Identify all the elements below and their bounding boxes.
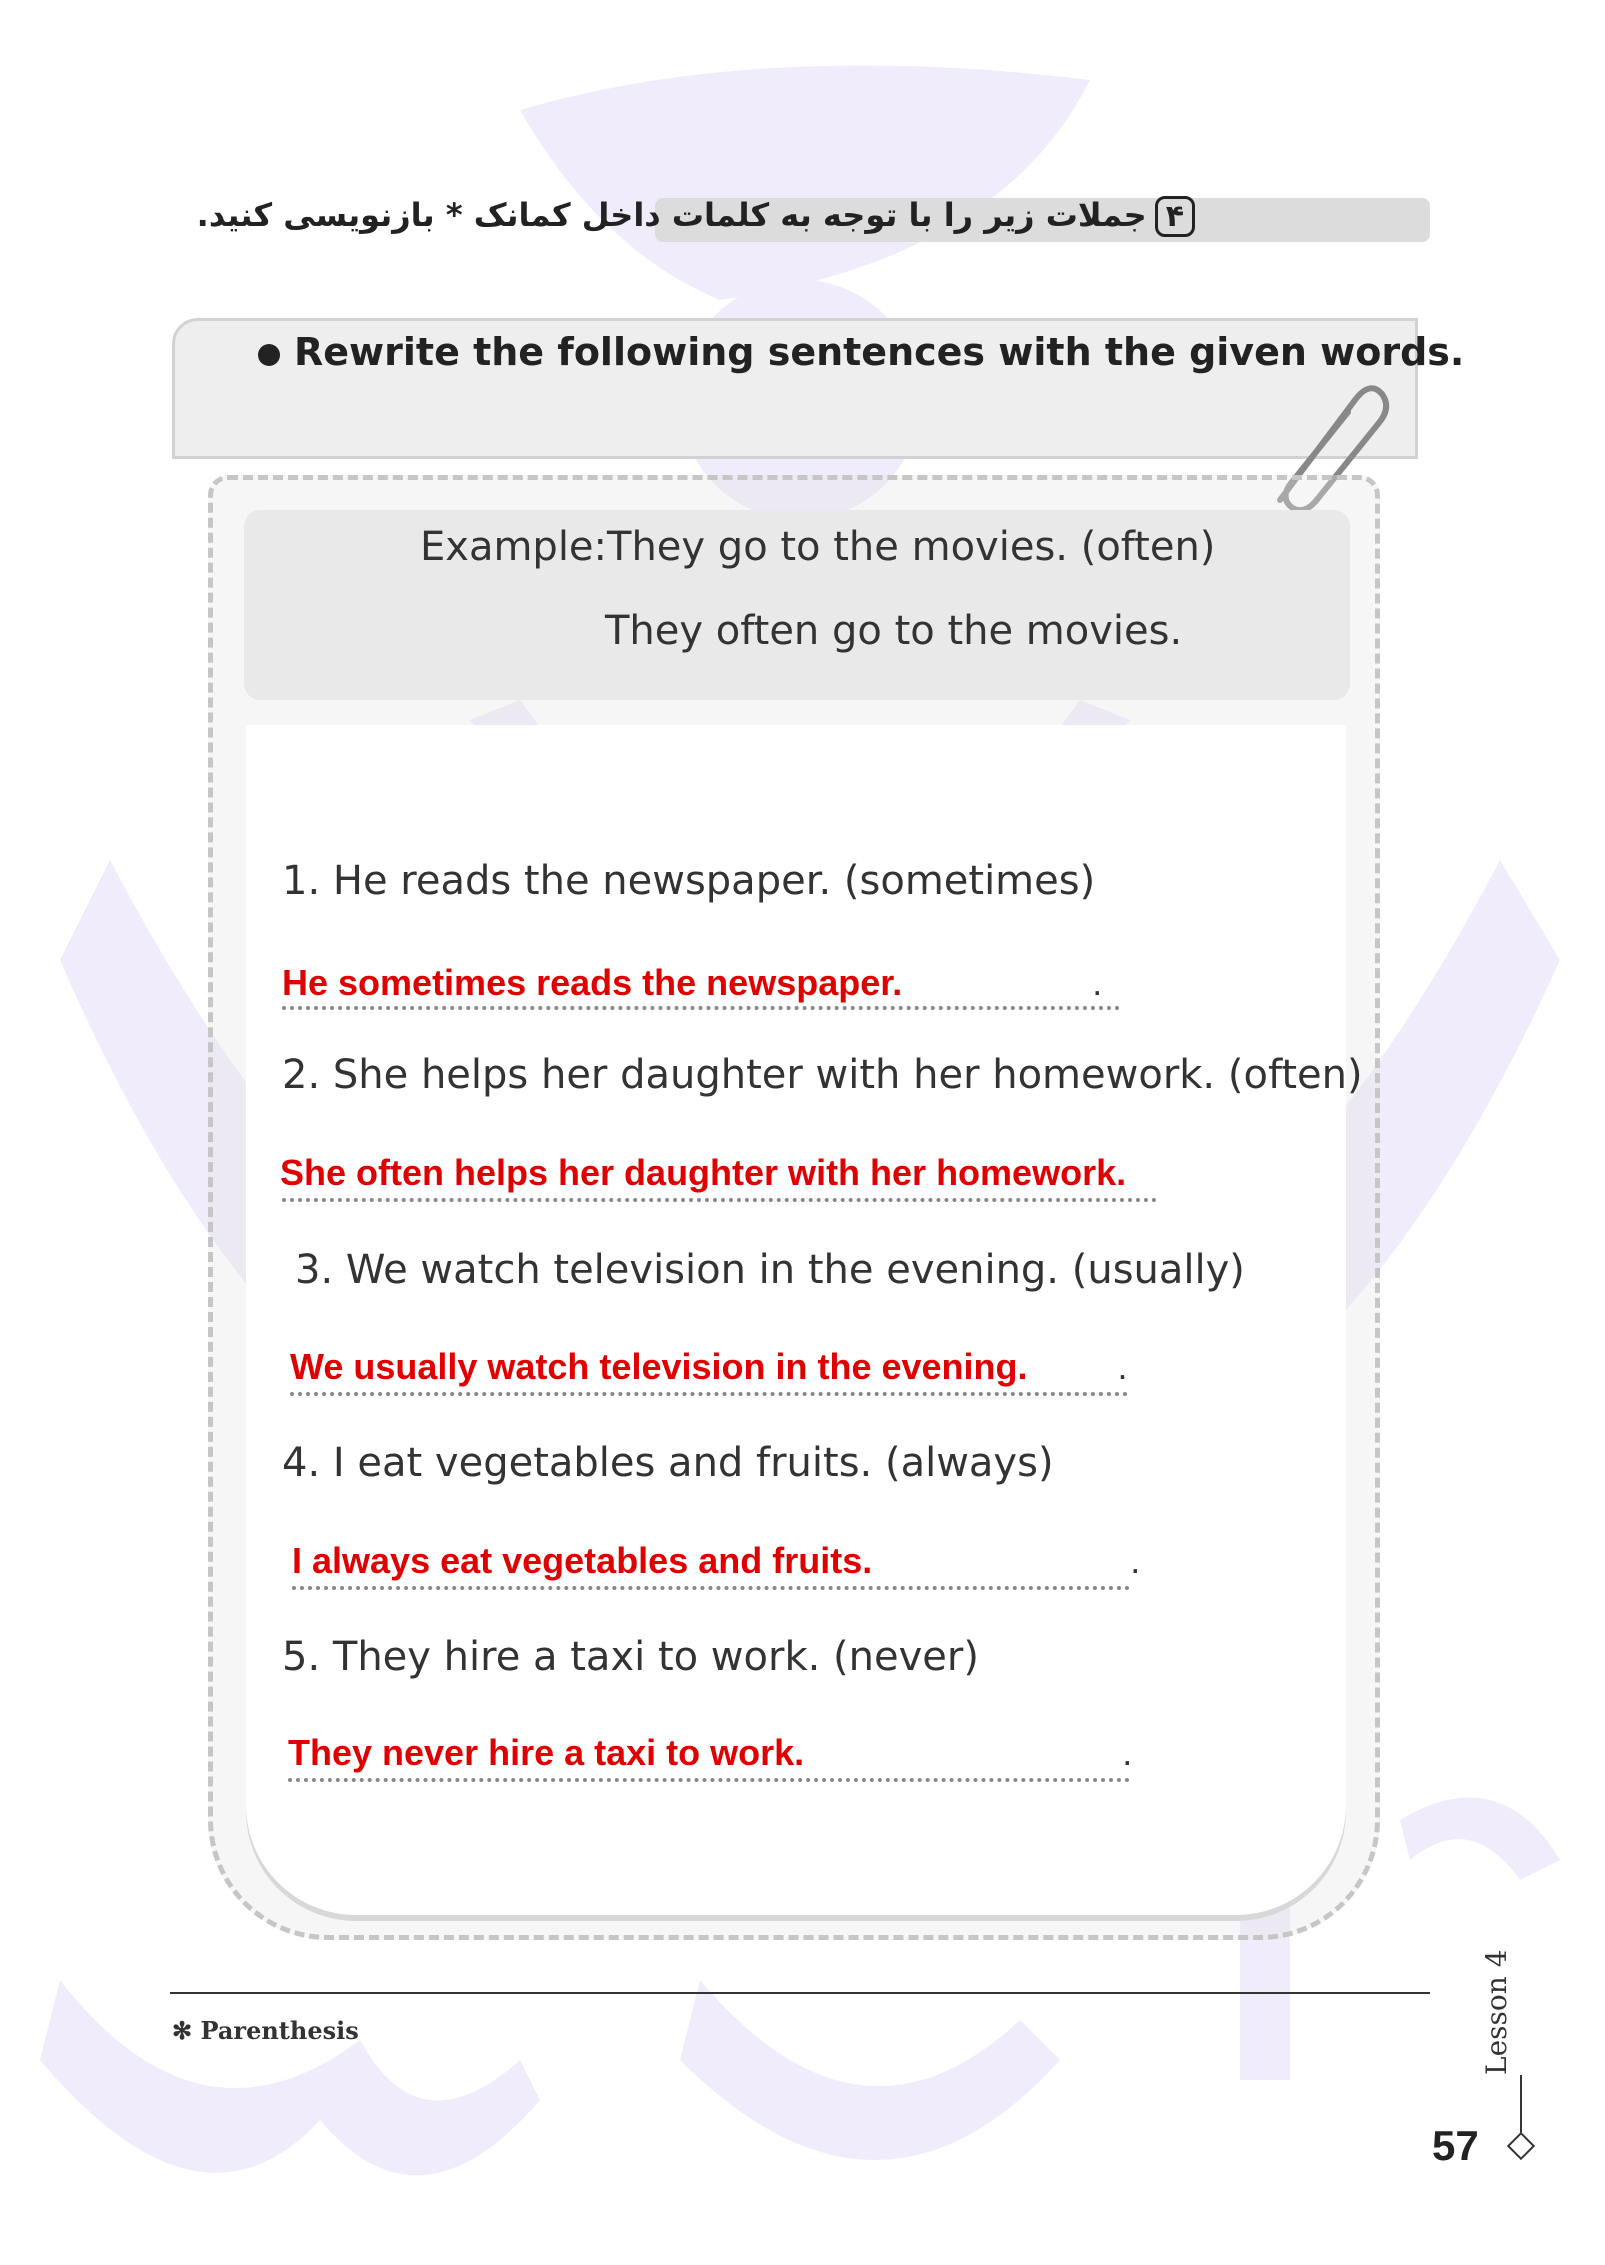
asterisk-icon: ✻ [172,2016,201,2045]
example-answer: They often go to the movies. [605,608,1183,654]
question-2: 2. She helps her daughter with her homework. (often) [282,1052,1363,1098]
page-number: 57 [1432,2122,1479,2169]
answer-line-2 [282,1194,1157,1202]
instruction-text: Rewrite the following sentences with the given words. [294,330,1465,374]
heading-fa-number: ۴ [1155,196,1195,237]
question-1: 1. He reads the newspaper. (sometimes) [282,858,1096,904]
question-3: 3. We watch television in the evening. (usually) [295,1247,1245,1293]
example-label: Example: [420,524,608,570]
question-5: 5. They hire a taxi to work. (never) [282,1634,979,1680]
example-sentence: They go to the movies. (often) [607,524,1216,570]
bullet-icon [258,344,280,366]
heading-fa [197,196,1195,237]
example-line [420,524,1215,570]
answer-5: They never hire a taxi to work. . [288,1732,1133,1773]
answer-line-5 [288,1774,1130,1782]
lesson-label: Lesson 4 [1480,1949,1513,2075]
answer-line-3 [290,1388,1128,1396]
heading-fa-text: جملات زیر را با توجه به کلمات داخل کمانک * بازنویسی کنید. [196,196,1147,234]
footer-rule [170,1992,1430,1994]
answer-2: She often helps her daughter with her homework. [280,1152,1127,1193]
answer-line-4 [292,1582,1130,1590]
answer-4: I always eat vegetables and fruits. . [292,1540,1141,1581]
answer-3: We usually watch television in the evening. . [290,1346,1128,1387]
instruction [258,330,1464,374]
question-4: 4. I eat vegetables and fruits. (always) [282,1440,1054,1486]
footnote: ✻ Parenthesis [172,2016,359,2045]
answer-1: He sometimes reads the newspaper. . [282,962,1103,1003]
